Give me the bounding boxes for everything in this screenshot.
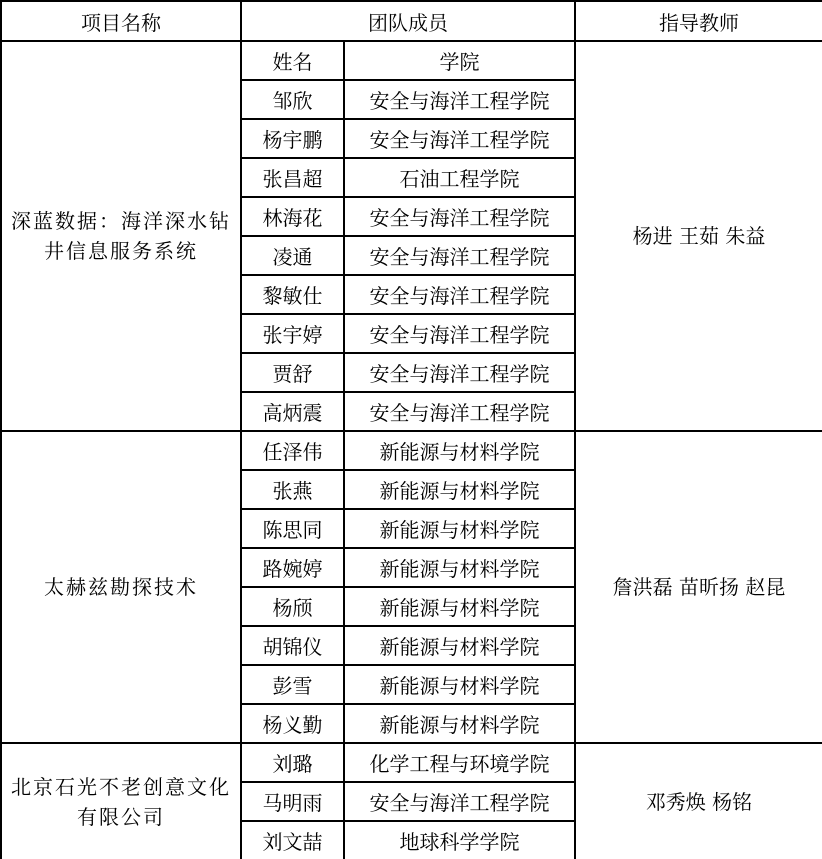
table-row [1,743,822,782]
advisor-cell: 詹洪磊 苗昕扬 赵昆 [575,431,822,743]
member-name-cell: 黎敏仕 [241,275,344,314]
member-name-cell: 彭雪 [241,665,344,704]
member-name-cell: 杨颀 [241,587,344,626]
header-advisor: 指导教师 [575,1,822,41]
member-college-cell: 新能源与材料学院 [344,470,575,509]
advisor-cell: 杨进 王茹 朱益 [575,41,822,431]
member-name-cell: 任泽伟 [241,431,344,470]
member-college-cell: 安全与海洋工程学院 [344,782,575,821]
header-row [1,1,822,41]
header-team-members: 团队成员 [241,1,575,41]
member-college-cell: 安全与海洋工程学院 [344,119,575,158]
member-name-cell: 刘文喆 [241,821,344,859]
member-college-cell: 新能源与材料学院 [344,587,575,626]
member-name-cell: 林海花 [241,197,344,236]
table-header [1,1,822,41]
member-name-cell: 路婉婷 [241,548,344,587]
member-name-cell: 张燕 [241,470,344,509]
member-college-cell: 安全与海洋工程学院 [344,314,575,353]
member-college-cell: 石油工程学院 [344,158,575,197]
header-project-name: 项目名称 [1,1,241,41]
member-college-cell: 安全与海洋工程学院 [344,275,575,314]
member-name-cell: 张昌超 [241,158,344,197]
member-college-cell: 新能源与材料学院 [344,509,575,548]
member-name-cell: 陈思同 [241,509,344,548]
project-name-cell: 太赫兹勘探技术 [1,431,241,743]
member-college-cell: 安全与海洋工程学院 [344,392,575,431]
member-name-cell: 杨义勤 [241,704,344,743]
member-name-cell: 胡锦仪 [241,626,344,665]
member-name-cell: 马明雨 [241,782,344,821]
member-college-cell: 新能源与材料学院 [344,431,575,470]
member-college-cell: 安全与海洋工程学院 [344,80,575,119]
member-college-cell: 新能源与材料学院 [344,704,575,743]
member-name-cell: 杨宇鹏 [241,119,344,158]
advisor-cell: 邓秀焕 杨铭 [575,743,822,859]
member-college-cell: 安全与海洋工程学院 [344,197,575,236]
member-name-cell: 凌通 [241,236,344,275]
member-college-cell: 新能源与材料学院 [344,548,575,587]
table-row [1,431,822,470]
member-college-subheader: 学院 [344,41,575,80]
table-row [1,41,822,80]
member-college-cell: 安全与海洋工程学院 [344,353,575,392]
member-college-cell: 地球科学学院 [344,821,575,859]
project-name-cell: 北京石光不老创意文化有限公司 [1,743,241,859]
member-name-cell: 张宇婷 [241,314,344,353]
member-name-cell: 刘璐 [241,743,344,782]
member-college-cell: 安全与海洋工程学院 [344,236,575,275]
member-name-cell: 邹欣 [241,80,344,119]
table-body [1,41,822,859]
member-name-cell: 高炳震 [241,392,344,431]
member-college-cell: 化学工程与环境学院 [344,743,575,782]
project-name-cell: 深蓝数据：海洋深水钻井信息服务系统 [1,41,241,431]
member-college-cell: 新能源与材料学院 [344,665,575,704]
member-name-cell: 贾舒 [241,353,344,392]
member-college-cell: 新能源与材料学院 [344,626,575,665]
member-name-subheader: 姓名 [241,41,344,80]
